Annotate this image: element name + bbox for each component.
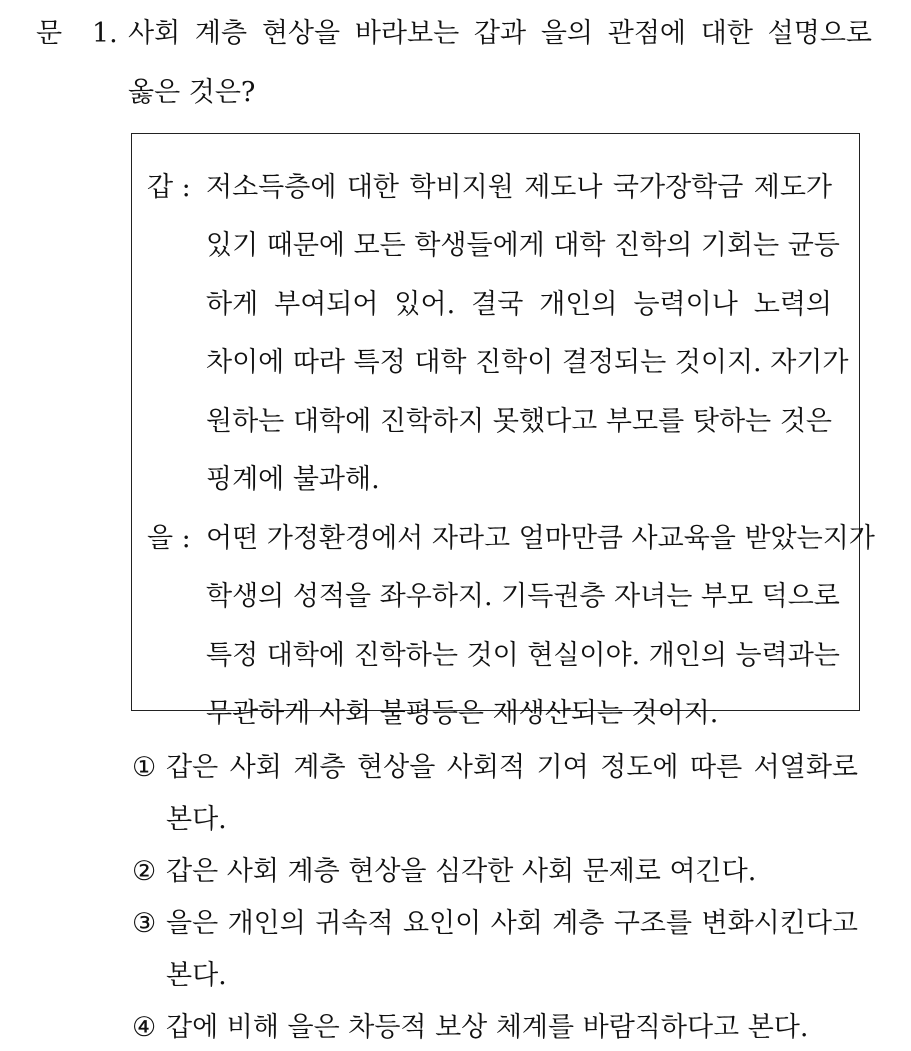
gap-line-4: 차이에 따라 특정 대학 진학이 결정되는 것이지. 자기가 (206, 347, 849, 378)
question-stem-line-1: 사회 계층 현상을 바라보는 갑과 을의 관점에 대한 설명으로 (128, 18, 872, 49)
option-2-mark[interactable]: ② (132, 856, 157, 888)
option-1-text-line-2[interactable]: 본다. (166, 803, 227, 835)
option-1-mark[interactable]: ① (132, 752, 157, 783)
gap-line-5: 원하는 대학에 진학하지 못했다고 부모를 탓하는 것은 (206, 406, 832, 437)
option-3-text-line-1[interactable]: 을은 개인의 귀속적 요인이 사회 계층 구조를 변화시킨다고 (166, 907, 858, 939)
option-3-text-line-2[interactable]: 본다. (166, 960, 227, 992)
eul-line-3: 특정 대학에 진학하는 것이 현실이야. 개인의 능력과는 (206, 640, 840, 671)
option-2-text[interactable]: 갑은 사회 계층 현상을 심각한 사회 문제로 여긴다. (166, 856, 757, 888)
eul-line-1: 어떤 가정환경에서 자라고 얼마만큼 사교육을 받았는지가 (206, 523, 875, 554)
eul-line-4: 무관하게 사회 불평등은 재생산되는 것이지. (206, 698, 719, 729)
option-4-mark[interactable]: ④ (132, 1012, 157, 1043)
option-4-text[interactable]: 갑에 비해 을은 차등적 보상 체계를 바람직하다고 본다. (166, 1012, 809, 1043)
gap-line-3: 하게 부여되어 있어. 결국 개인의 능력이나 노력의 (206, 289, 832, 320)
gap-line-1: 저소득층에 대한 학비지원 제도나 국가장학금 제도가 (206, 172, 832, 203)
option-3-mark[interactable]: ③ (132, 907, 157, 939)
speaker-eul: 을 : (147, 523, 191, 554)
gap-line-2: 있기 때문에 모든 학생들에게 대학 진학의 기회는 균등 (206, 230, 840, 261)
speaker-gap: 갑 : (147, 172, 191, 203)
question-number: 1. (92, 18, 118, 49)
question-label: 문 (36, 18, 63, 49)
gap-line-6: 핑계에 불과해. (206, 464, 380, 495)
eul-line-2: 학생의 성적을 좌우하지. 기득권층 자녀는 부모 덕으로 (206, 581, 840, 612)
question-stem-line-2: 옳은 것은? (128, 77, 256, 108)
option-1-text-line-1[interactable]: 갑은 사회 계층 현상을 사회적 기여 정도에 따른 서열화로 (166, 752, 858, 783)
